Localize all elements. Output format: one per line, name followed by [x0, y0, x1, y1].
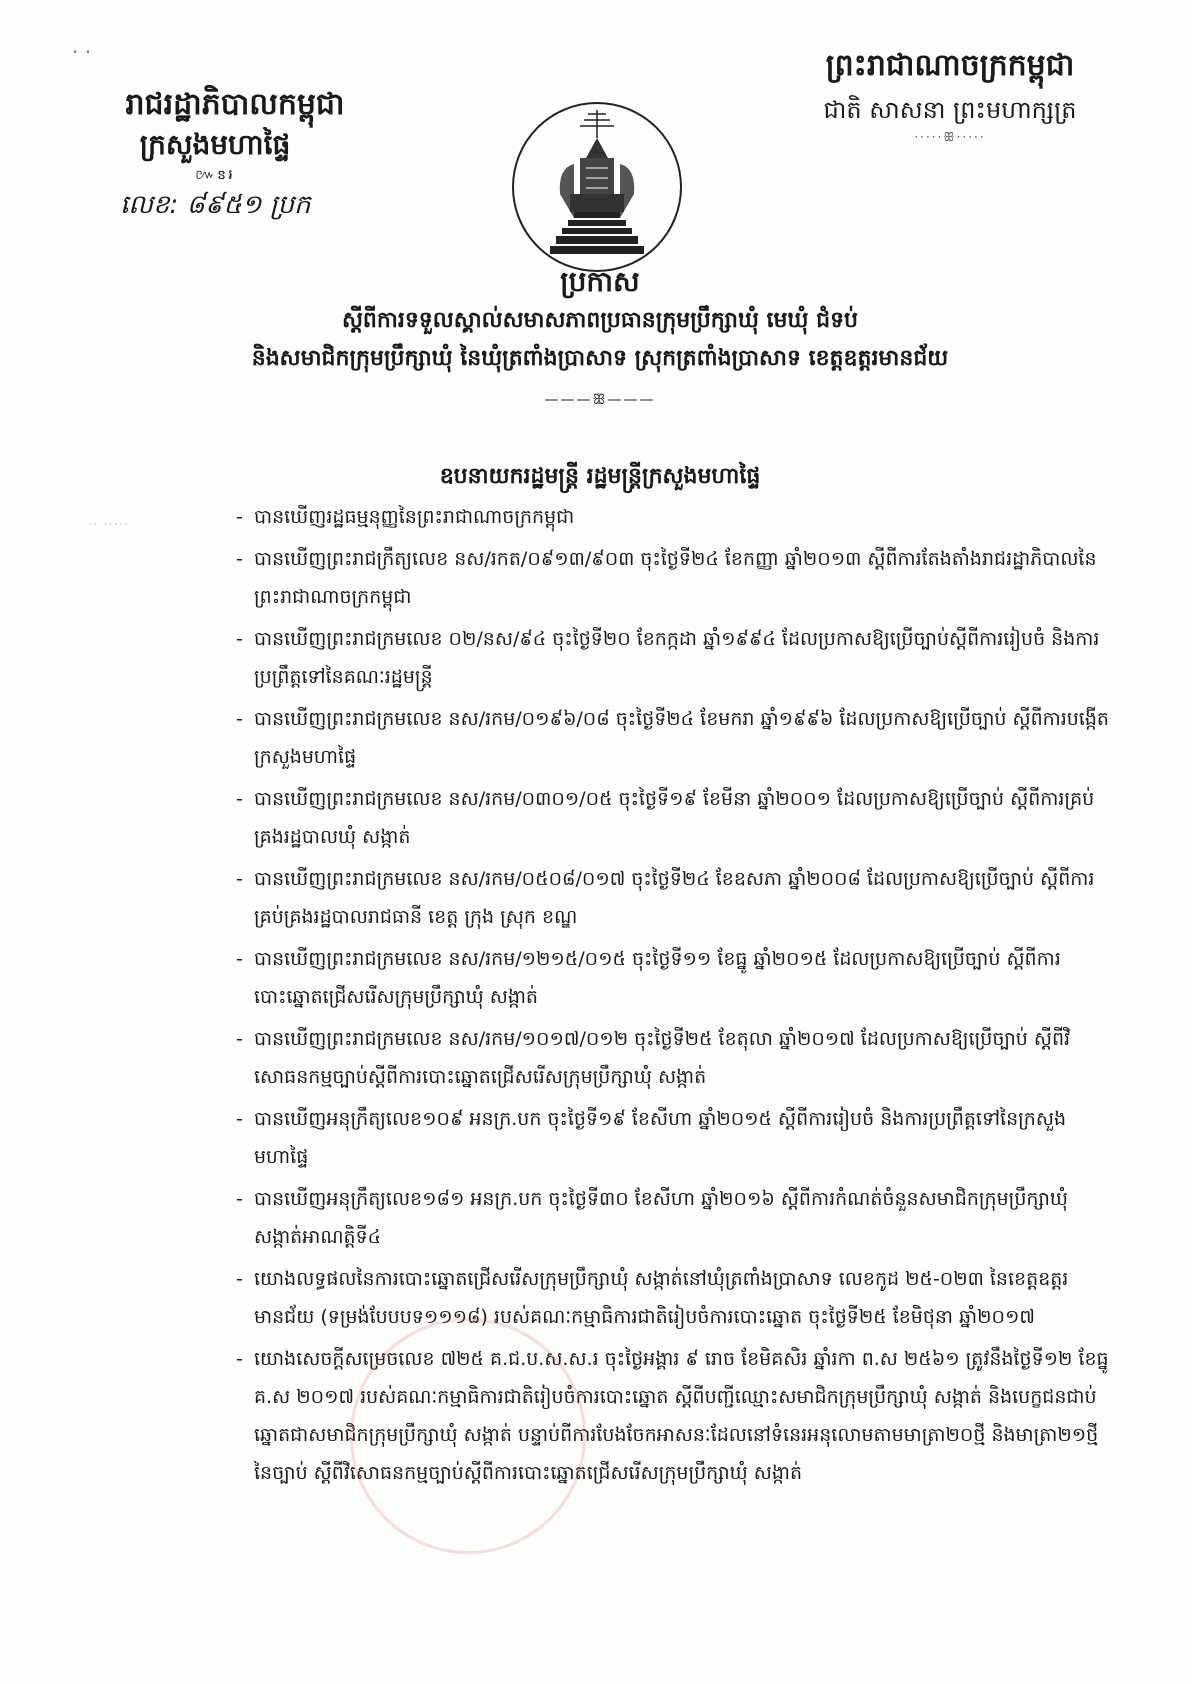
ministry-header: [90, 85, 380, 225]
government-name: រាជរដ្ឋាភិបាលកម្ពុជា: [125, 87, 345, 122]
kingdom-name: ព្រះរាជាណាចក្រកម្ពុជា: [825, 48, 1075, 83]
list-item: - បានឃើញព្រះរាជក្រមលេខ នស/រកម/១២១៥/០១៥ ចុះថ្ងៃទី១១ ខែធ្នូ ឆ្នាំ២០១៥ ដែលប្រកាសឱ្យប្រើច្បាប់ ស្តីពីការបោះឆ្នោតជ្រើសរើសក្រុមប្រឹក្សាឃុំ សង្កាត់: [240, 940, 1120, 1016]
list-item: - បានឃើញព្រះរាជក្រមលេខ ០២/នស/៩៤ ចុះថ្ងៃទី២០ ខែកក្កដា ឆ្នាំ១៩៩៤ ដែលប្រកាសឱ្យប្រើច្បាប់ស្តីពីការរៀបចំ និងការប្រព្រឹត្តទៅនៃគណៈរដ្ឋមន្ត្រី: [240, 620, 1120, 696]
kingdom-header: [780, 42, 1120, 145]
ministry-ornament: ៚ៜ៛: [195, 167, 235, 183]
document-type: ប្រកាស: [560, 265, 640, 298]
considerations-list: [240, 498, 1120, 1496]
royal-arms-emblem-icon: [508, 98, 686, 276]
list-item: - បានឃើញព្រះរាជក្រឹត្យលេខ នស/រកត/០៩១៣/៩០៣ ចុះថ្ងៃទី២៤ ខែកញ្ញា ឆ្នាំ២០១៣ ស្តីពីការតែងតាំងរាជរដ្ឋាភិបាលនៃព្រះរាជាណាចក្រកម្ពុជា: [240, 540, 1120, 616]
list-item: - បានឃើញព្រះរាជក្រមលេខ នស/រកម/០៣០១/០៥ ចុះថ្ងៃទី១៩ ខែមីនា ឆ្នាំ២០០១ ដែលប្រកាសឱ្យប្រើច្បាប់ ស្តីពីការគ្រប់គ្រងរដ្ឋបាលឃុំ សង្កាត់: [240, 780, 1120, 856]
list-item: - យោងលទ្ធផលនៃការបោះឆ្នោតជ្រើសរើសក្រុមប្រឹក្សាឃុំ សង្កាត់នៅឃុំត្រពាំងប្រាសាទ លេខកូដ ២៥-០២៣ នៃខេត្តឧត្តរមានជ័យ (ទម្រង់បែបបទ១១១៨) របស់គណៈកម្មាធិការជាតិរៀបចំការបោះឆ្នោត ចុះថ្ងៃទី២៥ ខែមិថុនា ឆ្នាំ២០១៧: [240, 1260, 1120, 1336]
list-item: - បានឃើញព្រះរាជក្រមលេខ នស/រកម/១០១៧/០១២ ចុះថ្ងៃទី២៥ ខែតុលា ឆ្នាំ២០១៧ ដែលប្រកាសឱ្យប្រើច្បាប់ ស្តីពីវិសោធនកម្មច្បាប់ស្តីពីការបោះឆ្នោតជ្រើសរើសក្រុមប្រឹក្សាឃុំ សង្កាត់: [240, 1020, 1120, 1096]
list-item: - យោងសេចក្តីសម្រេចលេខ ៧២៥ គ.ជ.ប.ស.ស.រ ចុះថ្ងៃអង្គារ ៩ រោច ខែមិគសិរ ឆ្នាំរកា ព.ស ២៥៦១ ត្រូវនឹងថ្ងៃទី១២ ខែធ្នូ គ.ស ២០១៧ របស់គណៈកម្មាធិការជាតិរៀបចំការបោះឆ្នោត ស្តីពីបញ្ជីឈ្មោះសមាជិកក្រុមប្រឹក្សាឃុំ សង្កាត់ និងបេក្ខជនជាប់ឆ្នោតជាសមាជិកក្រុមប្រឹក្សាឃុំ សង្កាត់ បន្ទាប់ពីការបែងចែកអាសនៈដែលនៅទំនេរអនុលោមតាមមាត្រា២០ថ្មី និងមាត្រា២១ថ្មី នៃច្បាប់ ស្តីពីវិសោធនកម្មច្បាប់ស្តីពីការបោះឆ្នោតជ្រើសរើសក្រុមប្រឹក្សាឃុំ សង្កាត់: [240, 1340, 1120, 1492]
subject-line-1: ស្តីពីការទទួលស្គាល់សមាសភាពប្រធានក្រុមប្រឹក្សាឃុំ មេឃុំ ជំទប់: [341, 308, 858, 333]
faded-seal-stamp: [350, 1318, 586, 1554]
list-item: - បានឃើញអនុក្រឹត្យលេខ១៨១ អនក្រ.បក ចុះថ្ងៃទី៣០ ខែសីហា ឆ្នាំ២០១៦ ស្តីពីការកំណត់ចំនួនសមាជិកក្រុមប្រឹក្សាឃុំ សង្កាត់អាណត្តិទី៤: [240, 1180, 1120, 1256]
list-item: - បានឃើញអនុក្រឹត្យលេខ១០៩ អនក្រ.បក ចុះថ្ងៃទី១៩ ខែសីហា ឆ្នាំ២០១៥ ស្តីពីការរៀបចំ និងការប្រព្រឹត្តទៅនៃក្រសួងមហាផ្ទៃ: [240, 1100, 1120, 1176]
reference-number: លេខ: ៨៩៥១ ប្រក: [120, 190, 311, 220]
kingdom-ornament: ·····ꕥ·····: [914, 130, 986, 144]
subject-line-2: និងសមាជិកក្រុមប្រឹក្សាឃុំ នៃឃុំត្រពាំងប្រាសាទ ស្រុកត្រពាំងប្រាសាទ ខេត្តឧត្តរមានជ័យ: [251, 346, 949, 371]
list-item: - បានឃើញព្រះរាជក្រមលេខ នស/រកម/០៥០៨/០១៧ ចុះថ្ងៃទី២៤ ខែឧសភា ឆ្នាំ២០០៨ ដែលប្រកាសឱ្យប្រើច្បាប់ ស្តីពីការគ្រប់គ្រងរដ្ឋបាលរាជធានី ខេត្ត ក្រុង ស្រុក ខណ្ឌ: [240, 860, 1120, 936]
title-divider: ———ꕥ———: [544, 392, 656, 408]
ministry-name: ក្រសួងមហាផ្ទៃ: [139, 128, 291, 161]
issuer-title: ឧបនាយករដ្ឋមន្ត្រី រដ្ឋមន្ត្រីក្រសួងមហាផ្ទៃ: [439, 464, 761, 489]
bleed-through-text: ·· ·····: [88, 518, 130, 533]
proclamation-title: [100, 262, 1100, 408]
scan-speckle: · ·: [72, 40, 92, 64]
national-motto: ជាតិ សាសនា ព្រះមហាក្សត្រ: [823, 96, 1077, 124]
list-item: - បានឃើញព្រះរាជក្រមលេខ នស/រកម/០១៩៦/០៨ ចុះថ្ងៃទី២៤ ខែមករា ឆ្នាំ១៩៩៦ ដែលប្រកាសឱ្យប្រើច្បាប់ ស្តីពីការបង្កើតក្រសួងមហាផ្ទៃ: [240, 700, 1120, 776]
list-item: - បានឃើញរដ្ឋធម្មនុញ្ញនៃព្រះរាជាណាចក្រកម្ពុជា: [240, 498, 1120, 536]
